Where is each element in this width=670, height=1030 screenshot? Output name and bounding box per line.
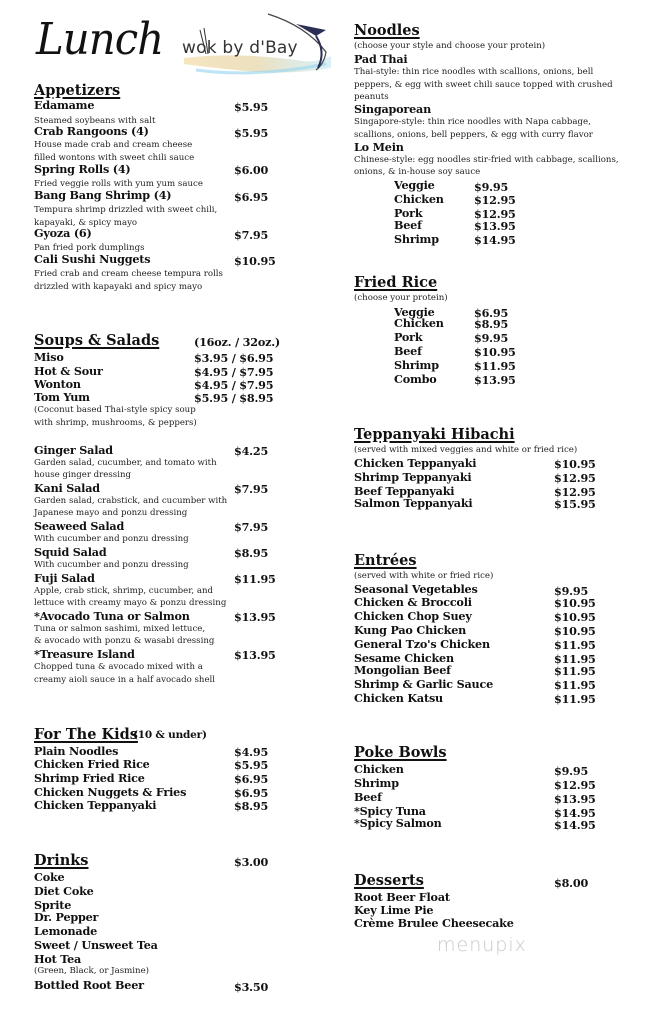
item-name: Kung Pao Chicken bbox=[354, 623, 467, 637]
section-title-appetizers: Appetizers bbox=[34, 82, 121, 99]
section-note: (choose your style and choose your protein) bbox=[354, 41, 546, 51]
drink-item: Sprite bbox=[34, 898, 72, 912]
item-name: Kani Salad bbox=[34, 481, 100, 495]
item-desc: with shrimp, mushrooms, & peppers) bbox=[34, 418, 197, 428]
item-name: Sesame Chicken bbox=[354, 651, 454, 665]
item-name: *Spicy Salmon bbox=[354, 816, 442, 830]
item-name: Wonton bbox=[34, 377, 81, 391]
item-price: $6.00 bbox=[234, 163, 269, 177]
item-price: $10.95 bbox=[554, 457, 596, 471]
item-price: $11.95 bbox=[554, 664, 596, 678]
item-desc: With cucumber and ponzu dressing bbox=[34, 560, 189, 570]
watermark: menupix bbox=[437, 934, 527, 956]
item-name: Ginger Salad bbox=[34, 443, 113, 457]
item-price: $7.95 bbox=[234, 520, 269, 534]
item-name: Fuji Salad bbox=[34, 571, 95, 585]
item-price: $8.95 bbox=[234, 799, 269, 813]
item-name: Seasonal Vegetables bbox=[354, 582, 478, 596]
item-price: $9.95 bbox=[554, 584, 589, 598]
drink-item: Sweet / Unsweet Tea bbox=[34, 938, 158, 952]
item-price: $5.95 bbox=[234, 126, 269, 140]
item-price: $10.95 bbox=[554, 596, 596, 610]
item-name: Seaweed Salad bbox=[34, 519, 125, 533]
item-desc: & avocado with ponzu & wasabi dressing bbox=[34, 636, 215, 646]
item-price: $14.95 bbox=[554, 806, 596, 820]
item-desc: Fried veggie rolls with yum yum sauce bbox=[34, 179, 203, 189]
item-name: Mongolian Beef bbox=[354, 663, 451, 677]
item-price: $4.95 / $7.95 bbox=[194, 378, 274, 392]
item-desc: peppers, & egg with sweet chili sauce topped with crushed bbox=[354, 80, 613, 90]
item-desc: Steamed soybeans with salt bbox=[34, 116, 156, 126]
item-price: $13.95 bbox=[554, 792, 596, 806]
item-name: Shrimp & Garlic Sauce bbox=[354, 677, 494, 691]
item-price: $6.95 bbox=[234, 772, 269, 786]
protein-name: Beef bbox=[394, 218, 422, 232]
item-price: $12.95 bbox=[554, 485, 596, 499]
item-price: $15.95 bbox=[554, 497, 596, 511]
item-price: $4.95 / $7.95 bbox=[194, 365, 274, 379]
protein-name: Beef bbox=[394, 344, 422, 358]
item-price: $6.95 bbox=[234, 786, 269, 800]
item-name: Chicken Teppanyaki bbox=[354, 456, 477, 470]
item-price: $5.95 / $8.95 bbox=[194, 391, 274, 405]
item-name: Edamame bbox=[34, 98, 95, 112]
item-price: $7.95 bbox=[234, 482, 269, 496]
drink-item: Coke bbox=[34, 870, 65, 884]
item-price: $10.95 bbox=[554, 610, 596, 624]
protein-name: Chicken bbox=[394, 192, 444, 206]
item-price: $10.95 bbox=[554, 624, 596, 638]
section-title-poke-bowls: Poke Bowls bbox=[354, 744, 447, 761]
item-name: Miso bbox=[34, 350, 64, 364]
item-price: $7.95 bbox=[234, 228, 269, 242]
item-name: Chicken Nuggets & Fries bbox=[34, 785, 187, 799]
size-note: (16oz. / 32oz.) bbox=[194, 335, 281, 349]
section-note: (choose your protein) bbox=[354, 293, 448, 303]
protein-name: Shrimp bbox=[394, 358, 439, 372]
item-price: $4.95 bbox=[234, 745, 269, 759]
item-name: Shrimp Teppanyaki bbox=[354, 470, 472, 484]
protein-price: $6.95 bbox=[474, 306, 509, 320]
section-note: (served with mixed veggies and white or fried rice) bbox=[354, 445, 578, 455]
dessert-item: Key Lime Pie bbox=[354, 903, 434, 917]
item-name: *Avocado Tuna or Salmon bbox=[34, 609, 190, 623]
item-name: Chicken Fried Rice bbox=[34, 757, 150, 771]
protein-name: Pork bbox=[394, 206, 423, 220]
item-name: *Spicy Tuna bbox=[354, 804, 426, 818]
menu-title: Lunch bbox=[36, 14, 164, 65]
item-name: General Tzo's Chicken bbox=[354, 637, 490, 651]
item-desc: house ginger dressing bbox=[34, 470, 131, 480]
item-price: $3.95 / $6.95 bbox=[194, 351, 274, 365]
section-title-fried-rice: Fried Rice bbox=[354, 274, 438, 291]
item-name: Shrimp bbox=[354, 776, 399, 790]
item-price: $11.95 bbox=[554, 652, 596, 666]
item-price: $6.95 bbox=[234, 190, 269, 204]
drinks-price: $3.00 bbox=[234, 855, 269, 869]
protein-price: $8.95 bbox=[474, 317, 509, 331]
protein-price: $10.95 bbox=[474, 345, 516, 359]
protein-price: $9.95 bbox=[474, 331, 509, 345]
item-name: Squid Salad bbox=[34, 545, 107, 559]
item-price: $12.95 bbox=[554, 471, 596, 485]
item-desc: lettuce with creamy mayo & ponzu dressing bbox=[34, 598, 227, 608]
item-price: $12.95 bbox=[554, 778, 596, 792]
item-desc: scallions, onions, bell peppers, & egg with curry flavor bbox=[354, 130, 593, 140]
protein-price: $13.95 bbox=[474, 219, 516, 233]
item-name: Chicken Katsu bbox=[354, 691, 443, 705]
item-price: $5.95 bbox=[234, 100, 269, 114]
item-desc: Apple, crab stick, shrimp, cucumber, and bbox=[34, 586, 214, 596]
item-name: Chicken Chop Suey bbox=[354, 609, 472, 623]
item-desc: Chinese-style: egg noodles stir-fried with cabbage, scallions, bbox=[354, 155, 619, 165]
item-price: $11.95 bbox=[234, 572, 276, 586]
protein-name: Shrimp bbox=[394, 232, 439, 246]
noodle-style-name: Pad Thai bbox=[354, 52, 408, 66]
item-desc: creamy aioli sauce in a half avocado shell bbox=[34, 675, 216, 685]
dessert-item: Root Beer Float bbox=[354, 890, 450, 904]
noodle-style-name: Lo Mein bbox=[354, 140, 404, 154]
kids-age-note: (10 & under) bbox=[133, 729, 207, 741]
section-title-drinks: Drinks bbox=[34, 852, 89, 869]
item-desc: Pan fried pork dumplings bbox=[34, 243, 145, 253]
item-desc: (Coconut based Thai-style spicy soup bbox=[34, 405, 196, 415]
item-desc: drizzled with kapayaki and spicy mayo bbox=[34, 282, 203, 292]
item-desc: Tuna or salmon sashimi, mixed lettuce, bbox=[34, 624, 206, 634]
item-name: Spring Rolls (4) bbox=[34, 162, 131, 176]
section-note: (served with white or fried rice) bbox=[354, 571, 494, 581]
item-desc: Singapore-style: thin rice noodles with Napa cabbage, bbox=[354, 117, 591, 127]
hot-tea-note: (Green, Black, or Jasmine) bbox=[34, 966, 150, 976]
item-desc: onions, & in-house soy sauce bbox=[354, 167, 481, 177]
item-price: $11.95 bbox=[554, 692, 596, 706]
item-name: Beef Teppanyaki bbox=[354, 484, 455, 498]
item-price: $8.95 bbox=[234, 546, 269, 560]
item-name: *Treasure Island bbox=[34, 647, 135, 661]
protein-price: $11.95 bbox=[474, 359, 516, 373]
item-desc: House made crab and cream cheese bbox=[34, 140, 193, 150]
drink-item: Lemonade bbox=[34, 924, 98, 938]
item-price: $14.95 bbox=[554, 818, 596, 832]
item-name: Salmon Teppanyaki bbox=[354, 496, 473, 510]
item-price: $10.95 bbox=[234, 254, 276, 268]
protein-name: Pork bbox=[394, 330, 423, 344]
section-title-desserts: Desserts bbox=[354, 872, 424, 889]
item-price: $11.95 bbox=[554, 678, 596, 692]
section-title-soups-salads: Soups & Salads bbox=[34, 332, 160, 349]
item-desc: With cucumber and ponzu dressing bbox=[34, 534, 189, 544]
item-desc: Japanese mayo and ponzu dressing bbox=[34, 508, 188, 518]
item-price: $9.95 bbox=[554, 764, 589, 778]
logo-text: wok by d'Bay bbox=[182, 38, 298, 58]
item-price: $13.95 bbox=[234, 610, 276, 624]
item-name: Shrimp Fried Rice bbox=[34, 771, 145, 785]
protein-name: Veggie bbox=[394, 305, 435, 319]
drink-item: Hot Tea bbox=[34, 952, 82, 966]
item-desc: Fried crab and cream cheese tempura rolls bbox=[34, 269, 223, 279]
item-desc: Tempura shrimp drizzled with sweet chili, bbox=[34, 205, 218, 215]
item-price: $4.25 bbox=[234, 444, 269, 458]
section-title-noodles: Noodles bbox=[354, 22, 420, 39]
drink-item: Diet Coke bbox=[34, 884, 94, 898]
item-desc: peanuts bbox=[354, 92, 389, 102]
item-price: $3.50 bbox=[234, 980, 269, 994]
section-title-teppanyaki: Teppanyaki Hibachi bbox=[354, 426, 515, 443]
item-price: $5.95 bbox=[234, 758, 269, 772]
protein-name: Veggie bbox=[394, 178, 435, 192]
item-desc: Garden salad, cucumber, and tomato with bbox=[34, 458, 217, 468]
protein-price: $13.95 bbox=[474, 373, 516, 387]
item-name: Chicken bbox=[354, 762, 404, 776]
item-name: Crab Rangoons (4) bbox=[34, 124, 149, 138]
item-desc: filled wontons with sweet chili sauce bbox=[34, 153, 195, 163]
item-name: Hot & Sour bbox=[34, 364, 103, 378]
protein-price: $12.95 bbox=[474, 193, 516, 207]
item-name: Chicken & Broccoli bbox=[354, 595, 472, 609]
protein-price: $12.95 bbox=[474, 207, 516, 221]
item-name: Chicken Teppanyaki bbox=[34, 798, 157, 812]
protein-price: $14.95 bbox=[474, 233, 516, 247]
item-desc: kapayaki, & spicy mayo bbox=[34, 218, 138, 228]
drink-item: Dr. Pepper bbox=[34, 910, 99, 924]
section-title-entrees: Entrées bbox=[354, 552, 417, 569]
item-name: Tom Yum bbox=[34, 390, 90, 404]
section-title-kids: For The Kids bbox=[34, 726, 138, 743]
item-price: $13.95 bbox=[234, 648, 276, 662]
item-name: Gyoza (6) bbox=[34, 226, 92, 240]
item-name: Cali Sushi Nuggets bbox=[34, 252, 151, 266]
desserts-price: $8.00 bbox=[554, 876, 589, 890]
item-name: Bottled Root Beer bbox=[34, 978, 144, 992]
protein-name: Chicken bbox=[394, 316, 444, 330]
item-desc: Thai-style: thin rice noodles with scallions, onions, bell bbox=[354, 67, 594, 77]
dessert-item: Crème Brulee Cheesecake bbox=[354, 916, 514, 930]
restaurant-logo bbox=[176, 12, 336, 76]
protein-name: Combo bbox=[394, 372, 437, 386]
noodle-style-name: Singaporean bbox=[354, 102, 432, 116]
item-name: Plain Noodles bbox=[34, 744, 119, 758]
item-desc: Garden salad, crabstick, and cucumber with bbox=[34, 496, 228, 506]
item-name: Beef bbox=[354, 790, 382, 804]
item-name: Bang Bang Shrimp (4) bbox=[34, 188, 172, 202]
item-price: $11.95 bbox=[554, 638, 596, 652]
protein-price: $9.95 bbox=[474, 180, 509, 194]
item-desc: Chopped tuna & avocado mixed with a bbox=[34, 662, 203, 672]
